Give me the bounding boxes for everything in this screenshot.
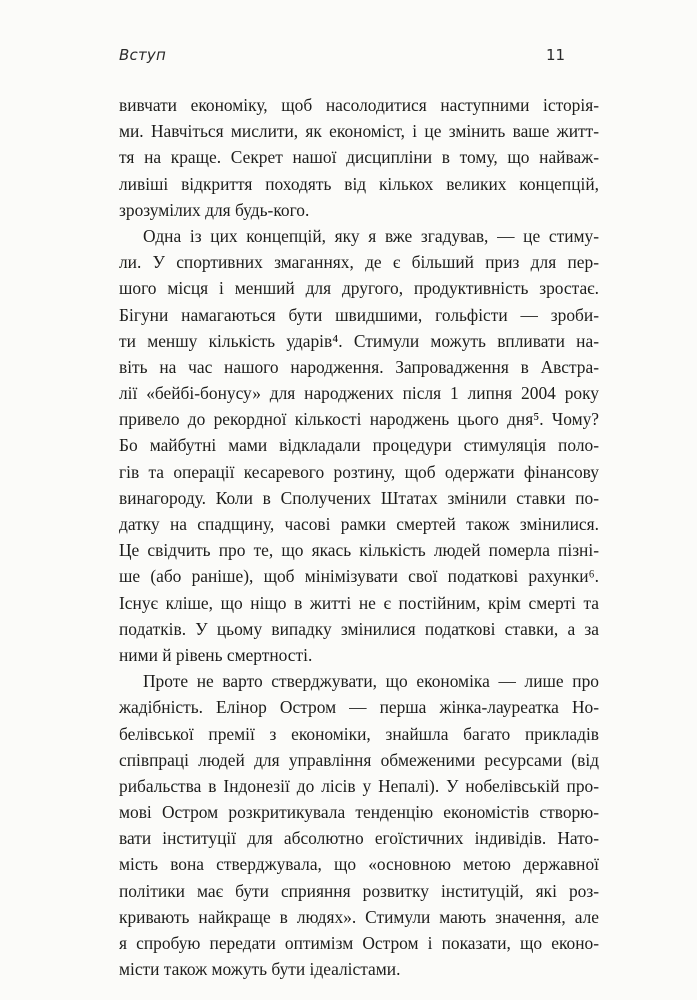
text-line: привело до рекордної кількості народжень цього дня⁵. Чому? xyxy=(119,409,599,430)
text-line: Існує кліше, що ніщо в житті не є постійним, крім смерті та xyxy=(119,592,599,613)
text-line: Одна із цих концепцій, яку я вже згадував, — це стиму- xyxy=(143,225,599,246)
text-line: я спробую передати оптимізм Остром і показати, що еконо- xyxy=(119,933,599,953)
text-line: Це свідчить про те, що якась кількість людей померла пізні- xyxy=(119,540,599,561)
text-line: ними й рівень смертності. xyxy=(119,644,313,665)
text-line: рибальства в Індонезії до лісів у Непалі). У нобелівській про- xyxy=(119,775,599,796)
text-line: ми. Навчіться мислити, як економіст, і це змінить ваше житт- xyxy=(119,121,599,142)
text-line: винагороду. Коли в Сполучених Штатах змінили ставки по- xyxy=(119,487,599,508)
text-line: мові Остром розкритикувала тенденцію економістів створю- xyxy=(119,802,599,823)
text-line: ше (або раніше), щоб мінімізувати свої податкові рахунки⁶. xyxy=(119,566,599,587)
text-line: Бо майбутні мами відкладали процедури стимуляція поло- xyxy=(119,435,599,456)
text-line: вивчати економіку, щоб насолодитися наступними історія- xyxy=(119,95,599,115)
text-line: співпраці людей для управління обмеженими ресурсами (від xyxy=(119,749,599,770)
text-line: лії «бейбі-бонусу» для народжених після 1 липня 2004 року xyxy=(119,383,599,404)
text-line: ли. У спортивних змаганнях, де є більший приз для пер- xyxy=(119,252,599,273)
text-line: тя на краще. Секрет нашої дисципліни в тому, що найваж- xyxy=(119,147,599,168)
body-text xyxy=(119,92,599,982)
text-line: віть на час нашого народження. Запровадження в Австра- xyxy=(119,356,599,377)
running-head: Вступ xyxy=(119,46,166,64)
text-line: мість вона стверджувала, що «основною метою державної xyxy=(119,854,599,875)
text-line: вати інституції для абсолютно егоїстичних індивідів. Нато- xyxy=(119,828,599,849)
text-line: політики має бути сприяння розвитку інституцій, які роз- xyxy=(119,880,599,901)
text-line: ти меншу кількість ударів⁴. Стимули можуть впливати на- xyxy=(119,330,599,351)
text-line: місти також можуть бути ідеалістами. xyxy=(119,959,401,980)
text-line: кривають найкраще в людях». Стимули мають значення, але xyxy=(119,906,599,927)
text-line: гів та операції кесаревого розтину, щоб одержати фінансову xyxy=(119,461,599,482)
page-number: 11 xyxy=(546,46,566,64)
text-line: жадібність. Елінор Остром — перша жінка-лауреатка Но- xyxy=(119,697,599,718)
text-line: Бігуни намагаються бути швидшими, гольфісти — зроби- xyxy=(119,304,599,325)
text-line: шого місця і менший для другого, продуктивність зростає. xyxy=(119,278,599,299)
text-line: податків. У цьому випадку змінилися податкові ставки, а за xyxy=(119,618,599,639)
text-line: ливіші відкриття походять від кількох великих концепцій, xyxy=(119,173,599,194)
text-line: датку на спадщину, часові рамки смертей також змінилися. xyxy=(119,514,599,534)
text-line: Проте не варто стверджувати, що економіка — лише про xyxy=(143,671,599,692)
text-line: зрозумілих для будь-кого. xyxy=(119,199,310,220)
text-line: белівської премії з економіки, знайшла багато прикладів xyxy=(119,723,599,744)
